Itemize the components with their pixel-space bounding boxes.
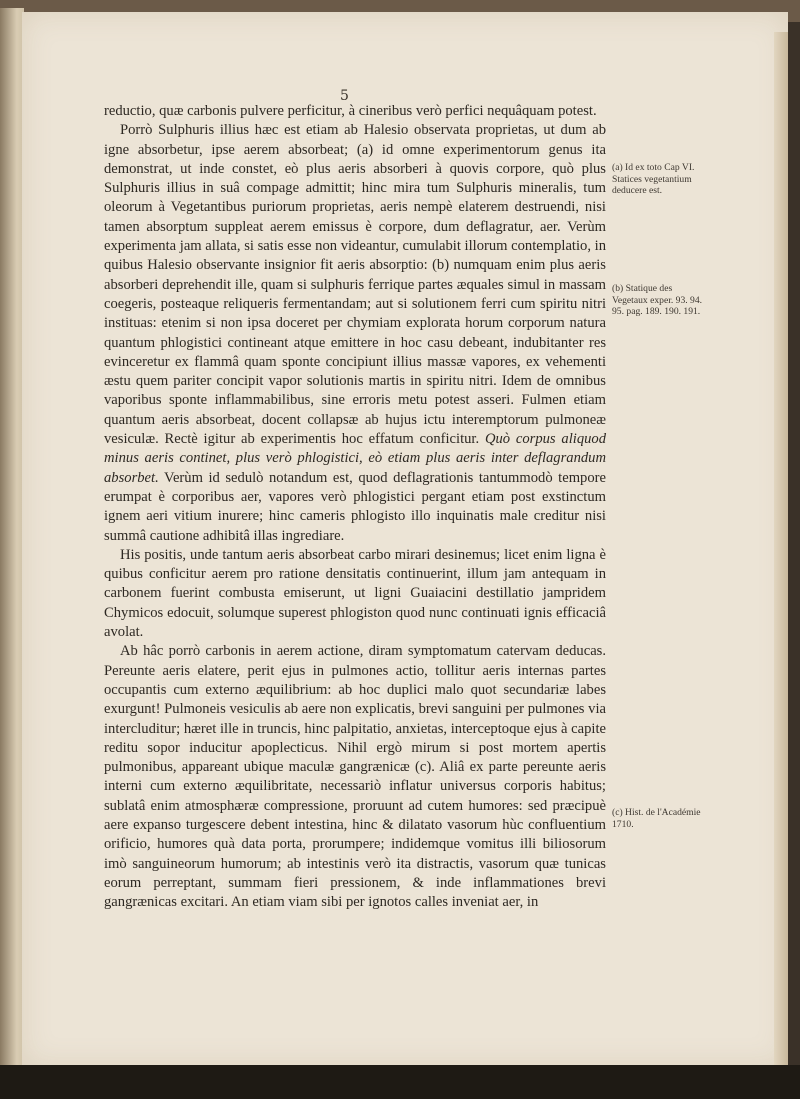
paragraph	[104, 546, 606, 642]
paragraph	[104, 642, 606, 912]
text-run: reductio, quæ carbonis pulvere perficitur, à cineribus verò perfici nequâquam potest.	[104, 103, 597, 119]
paragraph	[104, 121, 606, 546]
scan-background-bottom	[0, 1065, 800, 1099]
text-run: Porrò Sulphuris illius hæc est etiam ab Halesio observata proprietas, ut dum ab igne absorbetur, ipse aerem absorbeat; (a) id omne experimentorum genus ita demonstrat, ut inde constet, eò plus aeris absorberi à quovis corpore, quò plus Sulphuris illius in suâ compage admittit; hinc mira tum Sulphuris mineralis, tum oleorum à Vegetantibus puriorum proprietas, aeris nempè elaterem destruendi, nisi tamen absorptum suppleat aerem emissus è corpore, dum deflagratur, aer. Verùm experimenta jam allata, si satis esse non videantur, cumulabit illorum contemplatio, in quibus Halesio observante insignior fit aeris absorptio: (b) numquam enim plus aeris absorberi deprehendit ille, quam si sulphuris ferrique partes æquales simul in massam coegeris, posteaque reliqueris fermentandam; aut si solutionem ferri cum spiritu nitri instituas: etenim si non ipsa doceret per chymiam explorata horum corporum natura quantum phlogistici contineant atque emittere in hoc casu debeant, indubitanter res evinceretur ex flammâ quam sponte concipiunt illius massæ vapores, ex vehementi æstu quem pariter concipit vapor solutionis martis in spiritu nitri. Idem de omnibus vaporibus sponte inflammabilibus, sine erroris metu potest asseri. Fulmen etiam quantum aeris absorbeat, docent collapsæ ab hujus ictu interemptorum pulmoneæ vesiculæ. Rectè igitur ab experimentis hoc effatum conficitur.	[104, 122, 606, 448]
margin-note-c: (c) Hist. de l'Académie 1710.	[612, 807, 701, 830]
text-run: Ab hâc porrò carbonis in aerem actione, diram symptomatum catervam deducas. Pereunte aeris elatere, perit ejus in pulmones actio, tollitur aeris internas partes occupantis cum externo æquilibrium: ab hoc duplici malo quot secundariæ labes exurgunt! Pulmoneis vesiculis ab aere non explicatis, brevi sanguini per pulmones via intercluditur; hæret ille in truncis, hinc palpitatio, anxietas, interceptoque ejus à capite reditu sopor inducitur apoplecticus. Nihil ergò mirum si post mortem apertis pulmonibus, appareant ubique maculæ gangrænicæ (c). Aliâ ex parte pereunte aeris interni cum externo æquilibritate, necessariò inflatur universus corporis habitus; sublatâ enim atmosphæræ compressione, proruunt ad cutem humores: sed præcipuè aere expanso turgescere debent intestina, hinc & dilatato vasorum hùc confluentium orificio, humores quà data porta, prorumpere; indidemque vomitus illi biliosorum imò sanguineorum humorum; ab intestinis verò ita distractis, vasorum quæ tunicas eorum perreptant, summam fieri pressionem, & inde inflammationes brevi gangrænicas excitari. An etiam viam sibi per ignotos calles inveniat aer, in	[104, 643, 606, 911]
text-run: Verùm id sedulò notandum est, quod deflagrationis tantummodò tempore erumpat è corporibus aer, vapores verò phlogistici pergant etiam post exstinctum ignem aeri vitium inurere; hinc cameris phlogisto illo inquinatis male creditur nisi summâ cautione adhibitâ illas ingrediare.	[104, 469, 606, 544]
margin-note-a: (a) Id ex toto Cap VI. Statices vegetantium deducere est.	[612, 162, 695, 197]
italic-text: Quò corpus aliquod minus aeris continet, plus verò phlogistici, eò etiam plus aeris inter deflagrandum absorbet.	[104, 431, 607, 486]
paragraph	[104, 102, 606, 121]
text-run: His positis, unde tantum aeris absorbeat carbo mirari desinemus; licet enim ligna è quibus conficitur aerem pro ratione densitatis continuerint, illum jam antequam in carbonem fuerint combusta emiserunt, ut ligni Guaiacini destillatio jampridem Chymicos edocuit, solumque superest phlogiston quod nunc continuati ignis efficaciâ avolat.	[104, 546, 606, 641]
page-edge	[774, 32, 788, 1072]
page-number: 5	[340, 88, 349, 104]
book-spine	[0, 8, 24, 1068]
main-text-column	[104, 102, 606, 912]
margin-note-b: (b) Statique des Vegetaux exper. 93. 94. 95. pag. 189. 190. 191.	[612, 283, 703, 318]
